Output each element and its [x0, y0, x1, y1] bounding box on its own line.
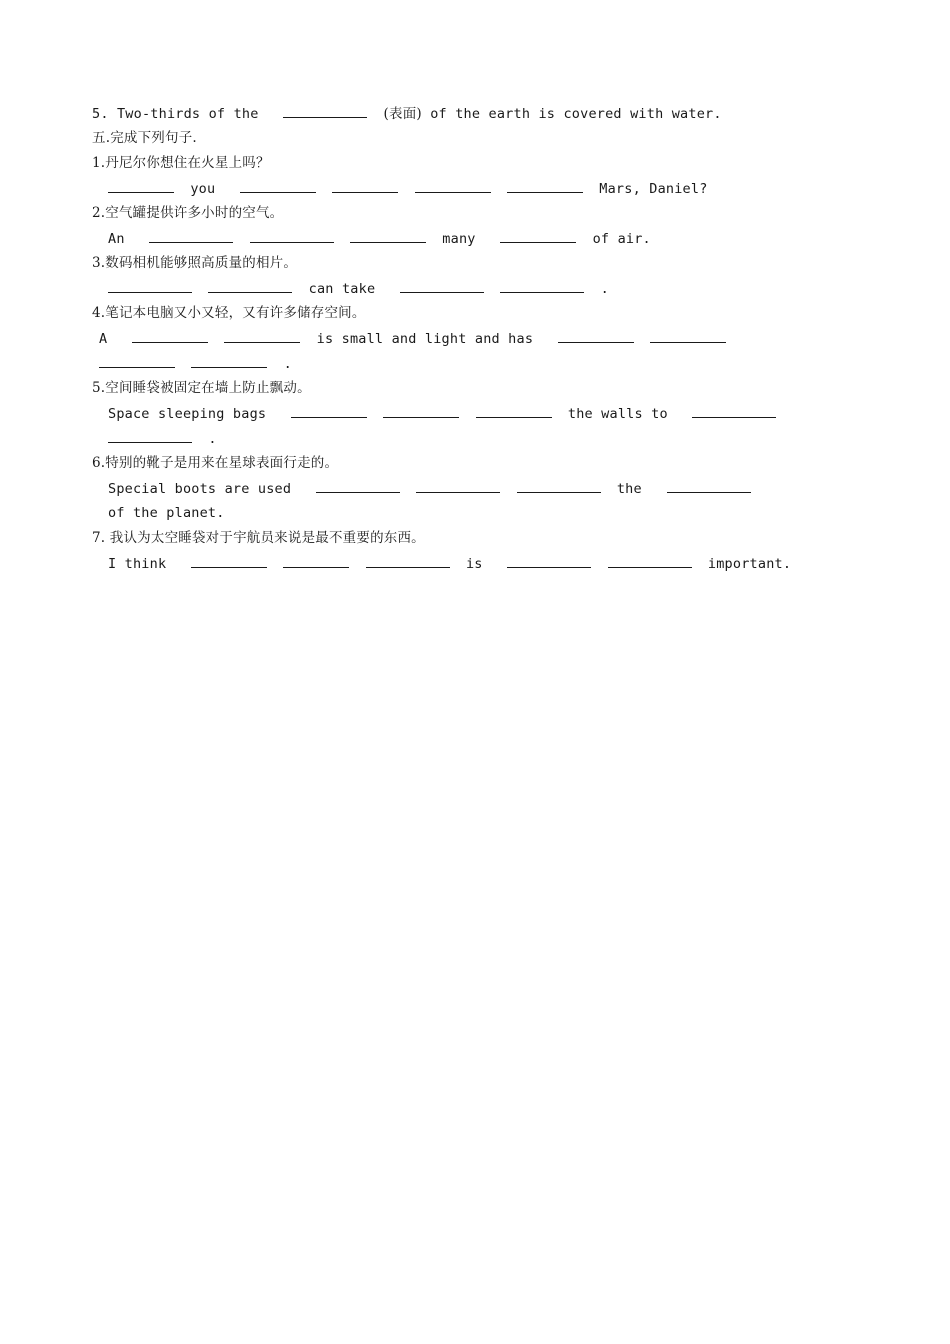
item-4-word: A — [99, 331, 108, 347]
item-7-cn: 7. 我认为太空睡袋对于宇航员来说是最不重要的东西。 — [92, 530, 425, 546]
answer-blank[interactable] — [667, 479, 751, 493]
answer-blank[interactable] — [283, 104, 367, 118]
q5-hint: (表面) — [383, 106, 422, 122]
answer-blank[interactable] — [476, 404, 552, 418]
q5-prev-line — [92, 104, 722, 123]
item-4-en-line-1 — [99, 329, 734, 348]
item-5-en-line-1 — [108, 404, 784, 423]
answer-blank[interactable] — [99, 354, 175, 368]
item-7-tail: important. — [707, 556, 792, 572]
item-2-tail: of air. — [592, 231, 651, 247]
item-7-word: I think — [108, 556, 167, 572]
answer-blank[interactable] — [108, 429, 192, 443]
answer-blank[interactable] — [558, 329, 634, 343]
item-7-word: is — [465, 556, 483, 572]
item-6-word: Special boots are used — [108, 481, 292, 497]
answer-blank[interactable] — [108, 279, 192, 293]
item-6-en-line-1 — [108, 479, 759, 498]
answer-blank[interactable] — [224, 329, 300, 343]
answer-blank[interactable] — [692, 404, 776, 418]
q5-prefix: 5. Two-thirds of the — [92, 106, 259, 122]
answer-blank[interactable] — [500, 229, 576, 243]
item-3-word: can take — [308, 281, 376, 297]
item-5-en-line-2 — [108, 429, 217, 448]
answer-blank[interactable] — [416, 479, 500, 493]
item-5-tail: . — [208, 431, 217, 447]
answer-blank[interactable] — [132, 329, 208, 343]
answer-blank[interactable] — [316, 479, 400, 493]
item-4-en-line-2 — [99, 354, 292, 373]
item-1-tail: Mars, Daniel? — [599, 181, 708, 197]
item-7-en — [108, 554, 791, 573]
answer-blank[interactable] — [149, 229, 233, 243]
item-3-cn: 3.数码相机能够照高质量的相片。 — [92, 255, 298, 271]
answer-blank[interactable] — [507, 179, 583, 193]
item-6-word: the — [616, 481, 642, 497]
answer-blank[interactable] — [650, 329, 726, 343]
answer-blank[interactable] — [415, 179, 491, 193]
answer-blank[interactable] — [350, 229, 426, 243]
answer-blank[interactable] — [400, 279, 484, 293]
answer-blank[interactable] — [291, 404, 367, 418]
item-3-tail: . — [600, 281, 609, 297]
item-4-cn: 4.笔记本电脑又小又轻，又有许多储存空间。 — [92, 305, 366, 321]
answer-blank[interactable] — [500, 279, 584, 293]
item-5-word: the walls to — [567, 406, 668, 422]
answer-blank[interactable] — [608, 554, 692, 568]
answer-blank[interactable] — [332, 179, 398, 193]
answer-blank[interactable] — [108, 179, 174, 193]
item-5-cn: 5.空间睡袋被固定在墙上防止飘动。 — [92, 380, 311, 396]
answer-blank[interactable] — [191, 354, 267, 368]
q5-suffix: of the earth is covered with water. — [430, 106, 722, 122]
answer-blank[interactable] — [283, 554, 349, 568]
answer-blank[interactable] — [208, 279, 292, 293]
item-2-word: many — [442, 231, 476, 247]
item-6-cn: 6.特别的靴子是用来在星球表面行走的。 — [92, 455, 339, 471]
item-6-en-line-2: of the planet. — [108, 505, 225, 521]
answer-blank[interactable] — [517, 479, 601, 493]
item-2-en — [108, 229, 651, 248]
answer-blank[interactable] — [250, 229, 334, 243]
item-1-word: you — [190, 181, 216, 197]
item-1-en — [108, 179, 708, 198]
item-3-en — [108, 279, 609, 298]
answer-blank[interactable] — [366, 554, 450, 568]
answer-blank[interactable] — [240, 179, 316, 193]
answer-blank[interactable] — [383, 404, 459, 418]
answer-blank[interactable] — [191, 554, 267, 568]
item-5-word: Space sleeping bags — [108, 406, 267, 422]
item-2-word: An — [108, 231, 125, 247]
answer-blank[interactable] — [507, 554, 591, 568]
item-4-tail: . — [283, 356, 292, 372]
section-title: 五.完成下列句子. — [92, 130, 197, 146]
item-4-word: is small and light and has — [316, 331, 534, 347]
item-2-cn: 2.空气罐提供许多小时的空气。 — [92, 205, 284, 221]
item-1-cn: 1.丹尼尔你想住在火星上吗？ — [92, 155, 270, 171]
